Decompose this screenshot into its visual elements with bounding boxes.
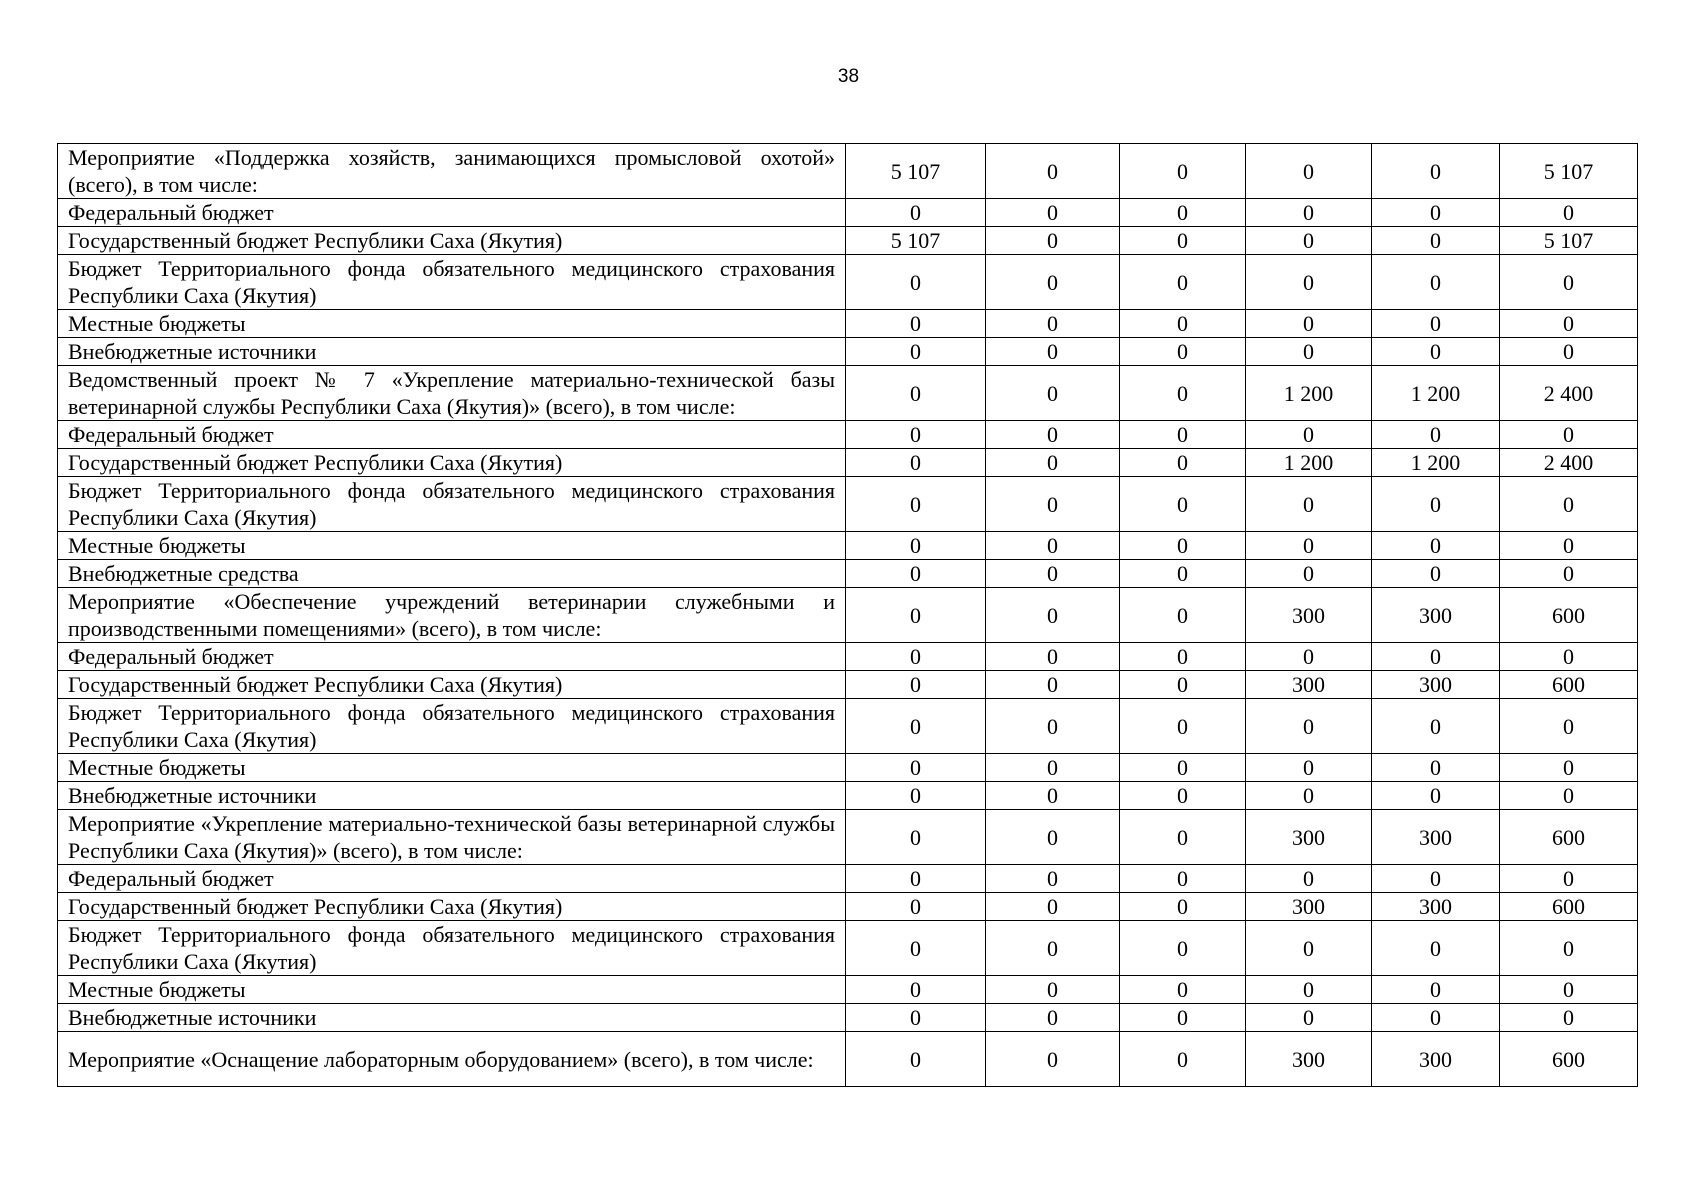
value-cell: 0	[986, 671, 1120, 699]
value-cell: 1 200	[1246, 366, 1372, 421]
value-cell: 0	[1372, 310, 1500, 338]
value-cell: 0	[1372, 699, 1500, 754]
value-cell: 0	[1372, 199, 1500, 227]
value-cell: 0	[986, 144, 1120, 199]
table-row	[58, 366, 1638, 421]
value-cell: 0	[846, 810, 986, 865]
row-label: Государственный бюджет Республики Саха (Якутия)	[58, 893, 846, 921]
value-cell: 300	[1372, 588, 1500, 643]
table-row	[58, 643, 1638, 671]
value-cell: 0	[846, 421, 986, 449]
value-cell: 300	[1372, 1032, 1500, 1087]
value-cell: 0	[1246, 227, 1372, 255]
table-row	[58, 144, 1638, 199]
row-label: Государственный бюджет Республики Саха (Якутия)	[58, 671, 846, 699]
value-cell: 300	[1372, 810, 1500, 865]
value-cell: 0	[1120, 1032, 1246, 1087]
value-cell: 600	[1500, 671, 1638, 699]
value-cell: 0	[986, 865, 1120, 893]
table-row	[58, 588, 1638, 643]
value-cell: 1 200	[1372, 449, 1500, 477]
value-cell: 0	[1500, 255, 1638, 310]
value-cell: 0	[846, 976, 986, 1004]
value-cell: 0	[846, 671, 986, 699]
value-cell: 0	[1120, 976, 1246, 1004]
value-cell: 1 200	[1246, 449, 1372, 477]
value-cell: 0	[1246, 782, 1372, 810]
table-row	[58, 782, 1638, 810]
value-cell: 0	[1500, 1004, 1638, 1032]
value-cell: 0	[846, 921, 986, 976]
value-cell: 0	[1120, 810, 1246, 865]
value-cell: 600	[1500, 810, 1638, 865]
value-cell: 0	[986, 560, 1120, 588]
value-cell: 0	[846, 310, 986, 338]
row-label: Бюджет Территориального фонда обязательного медицинского страхования Республики Саха (Якутия)	[58, 921, 846, 976]
value-cell: 0	[1246, 1004, 1372, 1032]
value-cell: 0	[1500, 532, 1638, 560]
row-label: Федеральный бюджет	[58, 865, 846, 893]
value-cell: 0	[1500, 421, 1638, 449]
value-cell: 0	[1120, 144, 1246, 199]
value-cell: 0	[1500, 699, 1638, 754]
value-cell: 2 400	[1500, 366, 1638, 421]
value-cell: 0	[1372, 754, 1500, 782]
value-cell: 0	[846, 782, 986, 810]
value-cell: 0	[1246, 144, 1372, 199]
value-cell: 0	[1246, 921, 1372, 976]
value-cell: 0	[846, 338, 986, 366]
row-label: Внебюджетные источники	[58, 1004, 846, 1032]
table-row	[58, 893, 1638, 921]
value-cell: 0	[1372, 976, 1500, 1004]
row-label: Федеральный бюджет	[58, 421, 846, 449]
value-cell: 0	[1372, 921, 1500, 976]
value-cell: 0	[846, 865, 986, 893]
value-cell: 0	[1120, 366, 1246, 421]
value-cell: 0	[1500, 782, 1638, 810]
value-cell: 0	[1246, 754, 1372, 782]
value-cell: 0	[986, 477, 1120, 532]
row-label: Мероприятие «Обеспечение учреждений ветеринарии служебными и производственными помещениями» (всего), в том числе:	[58, 588, 846, 643]
row-label: Внебюджетные источники	[58, 782, 846, 810]
value-cell: 0	[1246, 199, 1372, 227]
row-label: Мероприятие «Поддержка хозяйств, занимающихся промысловой охотой» (всего), в том числе:	[58, 144, 846, 199]
value-cell: 0	[1500, 338, 1638, 366]
value-cell: 0	[986, 449, 1120, 477]
value-cell: 0	[986, 1004, 1120, 1032]
value-cell: 0	[1120, 532, 1246, 560]
value-cell: 0	[1372, 865, 1500, 893]
value-cell: 0	[846, 449, 986, 477]
value-cell: 0	[1246, 699, 1372, 754]
row-label: Ведомственный проект № 7 «Укрепление материально-технической базы ветеринарной службы Республики Саха (Якутия)» (всего), в том числе:	[58, 366, 846, 421]
value-cell: 0	[1120, 560, 1246, 588]
value-cell: 0	[1500, 754, 1638, 782]
value-cell: 0	[986, 338, 1120, 366]
budget-table	[57, 143, 1638, 1087]
table-row	[58, 699, 1638, 754]
value-cell: 0	[1120, 699, 1246, 754]
value-cell: 0	[846, 893, 986, 921]
table-row	[58, 810, 1638, 865]
row-label: Местные бюджеты	[58, 310, 846, 338]
value-cell: 0	[1372, 338, 1500, 366]
value-cell: 5 107	[1500, 227, 1638, 255]
value-cell: 0	[986, 754, 1120, 782]
table-row	[58, 976, 1638, 1004]
value-cell: 0	[1246, 477, 1372, 532]
value-cell: 0	[1372, 255, 1500, 310]
value-cell: 0	[986, 199, 1120, 227]
value-cell: 0	[1246, 865, 1372, 893]
value-cell: 0	[846, 1004, 986, 1032]
value-cell: 0	[846, 199, 986, 227]
value-cell: 0	[846, 643, 986, 671]
value-cell: 5 107	[1500, 144, 1638, 199]
table-row	[58, 421, 1638, 449]
value-cell: 0	[846, 1032, 986, 1087]
table-row	[58, 1004, 1638, 1032]
value-cell: 0	[846, 532, 986, 560]
value-cell: 300	[1246, 1032, 1372, 1087]
value-cell: 0	[1120, 449, 1246, 477]
value-cell: 0	[1372, 421, 1500, 449]
value-cell: 0	[846, 366, 986, 421]
value-cell: 0	[846, 560, 986, 588]
row-label: Местные бюджеты	[58, 754, 846, 782]
value-cell: 0	[986, 976, 1120, 1004]
value-cell: 0	[1500, 976, 1638, 1004]
table-row	[58, 310, 1638, 338]
value-cell: 0	[986, 421, 1120, 449]
row-label: Внебюджетные источники	[58, 338, 846, 366]
value-cell: 0	[1120, 421, 1246, 449]
row-label: Внебюджетные средства	[58, 560, 846, 588]
value-cell: 0	[1372, 1004, 1500, 1032]
value-cell: 600	[1500, 893, 1638, 921]
value-cell: 1 200	[1372, 366, 1500, 421]
table-row	[58, 255, 1638, 310]
value-cell: 0	[1372, 560, 1500, 588]
value-cell: 0	[1120, 310, 1246, 338]
value-cell: 0	[1372, 227, 1500, 255]
value-cell: 0	[1246, 560, 1372, 588]
value-cell: 0	[1120, 255, 1246, 310]
value-cell: 0	[846, 699, 986, 754]
table-row	[58, 921, 1638, 976]
value-cell: 2 400	[1500, 449, 1638, 477]
value-cell: 0	[986, 310, 1120, 338]
row-label: Федеральный бюджет	[58, 643, 846, 671]
value-cell: 0	[846, 588, 986, 643]
value-cell: 0	[1372, 477, 1500, 532]
value-cell: 0	[1120, 893, 1246, 921]
table-row	[58, 865, 1638, 893]
row-label: Бюджет Территориального фонда обязательного медицинского страхования Республики Саха (Якутия)	[58, 255, 846, 310]
value-cell: 0	[1500, 921, 1638, 976]
table-row	[58, 754, 1638, 782]
value-cell: 600	[1500, 588, 1638, 643]
value-cell: 0	[986, 893, 1120, 921]
value-cell: 300	[1246, 810, 1372, 865]
value-cell: 0	[1500, 643, 1638, 671]
value-cell: 0	[986, 643, 1120, 671]
table-row	[58, 338, 1638, 366]
value-cell: 5 107	[846, 144, 986, 199]
table-row	[58, 227, 1638, 255]
value-cell: 0	[1120, 865, 1246, 893]
row-label: Мероприятие «Оснащение лабораторным оборудованием» (всего), в том числе:	[58, 1032, 846, 1087]
value-cell: 0	[986, 366, 1120, 421]
value-cell: 0	[1500, 865, 1638, 893]
value-cell: 0	[1246, 976, 1372, 1004]
value-cell: 0	[1120, 671, 1246, 699]
value-cell: 300	[1372, 671, 1500, 699]
value-cell: 300	[1246, 671, 1372, 699]
value-cell: 0	[1246, 310, 1372, 338]
table-row	[58, 671, 1638, 699]
value-cell: 0	[986, 532, 1120, 560]
table-body	[58, 144, 1638, 1087]
table-row	[58, 560, 1638, 588]
value-cell: 0	[1246, 255, 1372, 310]
value-cell: 0	[986, 588, 1120, 643]
value-cell: 0	[1500, 477, 1638, 532]
value-cell: 0	[1120, 199, 1246, 227]
value-cell: 0	[1120, 921, 1246, 976]
value-cell: 0	[986, 255, 1120, 310]
value-cell: 0	[1120, 643, 1246, 671]
value-cell: 600	[1500, 1032, 1638, 1087]
value-cell: 0	[1500, 310, 1638, 338]
value-cell: 0	[1372, 643, 1500, 671]
row-label: Местные бюджеты	[58, 976, 846, 1004]
value-cell: 0	[986, 1032, 1120, 1087]
value-cell: 0	[1120, 338, 1246, 366]
row-label: Бюджет Территориального фонда обязательного медицинского страхования Республики Саха (Якутия)	[58, 699, 846, 754]
page-number: 38	[837, 66, 860, 87]
value-cell: 0	[1500, 560, 1638, 588]
row-label: Мероприятие «Укрепление материально-технической базы ветеринарной службы Республики Саха (Якутия)» (всего), в том числе:	[58, 810, 846, 865]
value-cell: 0	[986, 782, 1120, 810]
value-cell: 0	[1120, 227, 1246, 255]
value-cell: 300	[1246, 588, 1372, 643]
value-cell: 0	[1120, 1004, 1246, 1032]
value-cell: 300	[1372, 893, 1500, 921]
table-row	[58, 532, 1638, 560]
value-cell: 0	[1246, 643, 1372, 671]
value-cell: 0	[1246, 338, 1372, 366]
row-label: Местные бюджеты	[58, 532, 846, 560]
value-cell: 0	[1120, 754, 1246, 782]
row-label: Бюджет Территориального фонда обязательного медицинского страхования Республики Саха (Якутия)	[58, 477, 846, 532]
row-label: Федеральный бюджет	[58, 199, 846, 227]
value-cell: 0	[1372, 144, 1500, 199]
value-cell: 0	[986, 227, 1120, 255]
table-row	[58, 449, 1638, 477]
table-row	[58, 1032, 1638, 1087]
value-cell: 0	[1120, 477, 1246, 532]
value-cell: 0	[846, 754, 986, 782]
row-label: Государственный бюджет Республики Саха (Якутия)	[58, 449, 846, 477]
table-row	[58, 477, 1638, 532]
value-cell: 0	[1372, 532, 1500, 560]
value-cell: 0	[1500, 199, 1638, 227]
value-cell: 0	[1246, 532, 1372, 560]
table-row	[58, 199, 1638, 227]
value-cell: 0	[986, 810, 1120, 865]
value-cell: 0	[986, 699, 1120, 754]
value-cell: 0	[846, 255, 986, 310]
value-cell: 0	[846, 477, 986, 532]
value-cell: 0	[1372, 782, 1500, 810]
value-cell: 300	[1246, 893, 1372, 921]
value-cell: 0	[1120, 782, 1246, 810]
value-cell: 0	[1246, 421, 1372, 449]
row-label: Государственный бюджет Республики Саха (Якутия)	[58, 227, 846, 255]
value-cell: 5 107	[846, 227, 986, 255]
value-cell: 0	[986, 921, 1120, 976]
value-cell: 0	[1120, 588, 1246, 643]
